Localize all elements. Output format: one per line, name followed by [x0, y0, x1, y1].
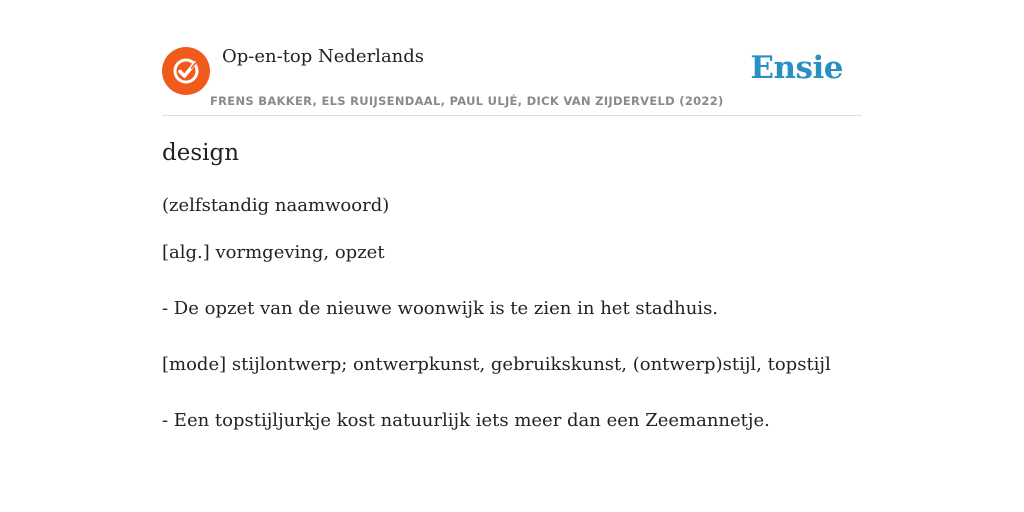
example-line: - Een topstijljurkje kost natuurlijk iets meer dan een Zeemannetje. — [162, 410, 770, 431]
source-header — [162, 0, 862, 116]
definition-line: [mode] stijlontwerp; ontwerpkunst, gebruikskunst, (ontwerp)stijl, topstijl — [162, 354, 831, 375]
book-authors: FRENS BAKKER, ELS RUIJSENDAAL, PAUL ULJÉ, DICK VAN ZIJDERVELD (2022) — [210, 94, 724, 108]
checkmark-icon — [171, 56, 201, 86]
word-class: (zelfstandig naamwoord) — [162, 195, 390, 216]
book-title[interactable]: Op-en-top Nederlands — [222, 46, 425, 67]
source-logo — [162, 47, 210, 95]
ensie-logo[interactable]: Ensie — [750, 50, 843, 86]
headword: design — [162, 140, 240, 166]
example-line: - De opzet van de nieuwe woonwijk is te zien in het stadhuis. — [162, 298, 719, 319]
definition-line: [alg.] vormgeving, opzet — [162, 242, 385, 263]
entry-card — [162, 0, 862, 512]
